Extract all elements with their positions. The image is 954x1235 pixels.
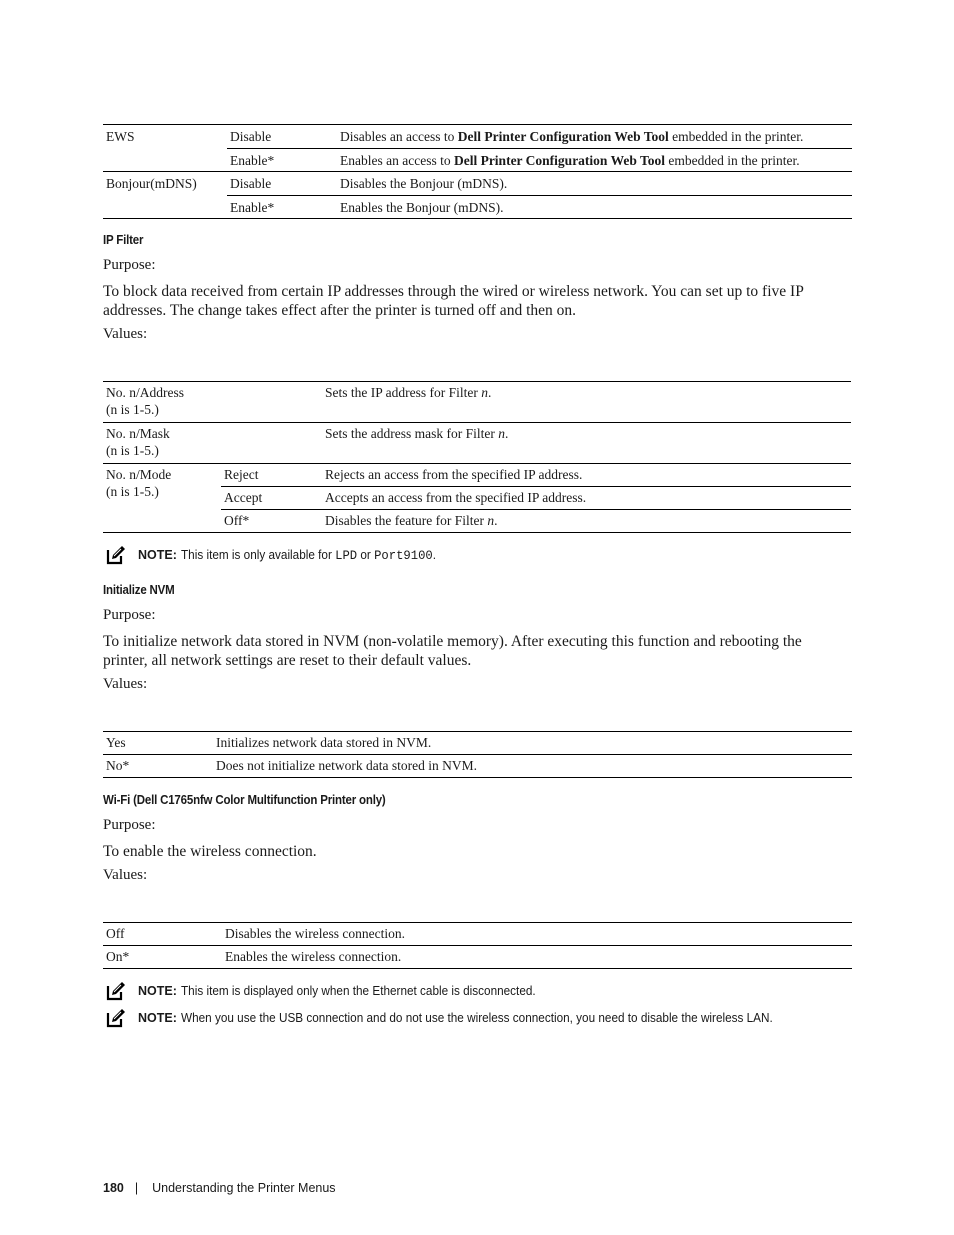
note-pencil-icon [106,981,126,1001]
setting-value: On* [103,946,222,969]
setting-description: Disables an access to Dell Printer Configuration Web Tool embedded in the printer. [337,125,852,149]
setting-value: No* [103,755,213,778]
setting-value [221,423,322,464]
purpose-label: Purpose: [103,257,156,273]
setting-name: Bonjour(mDNS) [103,172,227,196]
setting-description: Disables the wireless connection. [222,923,852,946]
table-row [103,923,852,946]
table-row [103,946,852,969]
section-heading-ip-filter: IP Filter [103,233,144,247]
table-row [103,125,852,149]
setting-value: Off [103,923,222,946]
setting-description: Disables the Bonjour (mDNS). [337,172,852,196]
page-footer [103,1181,336,1195]
note-pencil-icon [106,545,126,565]
note-label: NOTE: [138,984,177,998]
values-label: Values: [103,676,148,692]
setting-description: Accepts an access from the specified IP address. [322,487,851,510]
setting-description: Enables the Bonjour (mDNS). [337,196,852,219]
note-pencil-icon [106,1008,126,1028]
note-text: This item is displayed only when the Ethernet cable is disconnected. [180,984,536,998]
note-lpd-port9100 [106,545,452,565]
setting-description: Sets the IP address for Filter n. [322,382,851,423]
table-row [103,172,852,196]
setting-description: Initializes network data stored in NVM. [213,732,852,755]
setting-value: Accept [221,487,322,510]
purpose-text: To initialize network data stored in NVM (non-volatile memory). After executing this function and rebooting the printer, all network settings are reset to their default values. [103,633,802,669]
setting-name: No. n/Mode (n is 1-5.) [103,464,221,533]
setting-description: Enables an access to Dell Printer Configuration Web Tool embedded in the printer. [337,149,852,172]
setting-description: Does not initialize network data stored in NVM. [213,755,852,778]
values-label: Values: [103,326,148,342]
setting-name: No. n/Address (n is 1-5.) [103,382,221,423]
note-text: When you use the USB connection and do not use the wireless connection, you need to disable the wireless LAN. [180,1011,773,1025]
setting-description: Enables the wireless connection. [222,946,852,969]
purpose-text: To enable the wireless connection. [103,843,317,860]
table-row [103,755,852,778]
ip-filter-table [103,381,851,533]
section-heading-wifi: Wi-Fi (Dell C1765nfw Color Multifunction Printer only) [103,793,386,807]
table-row [103,732,852,755]
purpose-text: To block data received from certain IP addresses through the wired or wireless network. You can set up to five IP addresses. The change takes effect after the printer is turned off and then on. [103,283,804,319]
footer-separator: | [134,1181,139,1195]
initialize-nvm-table [103,731,852,778]
setting-value: Reject [221,464,322,487]
section-heading-initialize-nvm: Initialize NVM [103,583,175,597]
wifi-table [103,922,852,969]
footer-section-title: Understanding the Printer Menus [152,1181,336,1195]
setting-description: Rejects an access from the specified IP address. [322,464,851,487]
table-row [103,382,851,423]
note-text: This item is only available for LPD or Port9100. [180,547,436,563]
page-number: 180 [103,1181,124,1195]
setting-description: Disables the feature for Filter n. [322,510,851,533]
network-options-table [103,124,852,219]
setting-value: Disable [227,125,337,149]
setting-value [221,382,322,423]
note-ethernet [106,981,558,1001]
values-label: Values: [103,867,148,883]
setting-value: Enable* [227,149,337,172]
setting-description: Sets the address mask for Filter n. [322,423,851,464]
table-row [103,464,851,487]
setting-name: No. n/Mask (n is 1-5.) [103,423,221,464]
setting-value: Enable* [227,196,337,219]
setting-value: Off* [221,510,322,533]
setting-name [103,149,227,172]
setting-value: Disable [227,172,337,196]
setting-name: EWS [103,125,227,149]
purpose-label: Purpose: [103,607,156,623]
table-row [103,196,852,219]
purpose-label: Purpose: [103,817,156,833]
table-row [103,423,851,464]
note-usb-wireless [106,1008,810,1028]
setting-value: Yes [103,732,213,755]
note-label: NOTE: [138,548,177,562]
note-label: NOTE: [138,1011,177,1025]
table-row [103,149,852,172]
setting-name [103,196,227,219]
